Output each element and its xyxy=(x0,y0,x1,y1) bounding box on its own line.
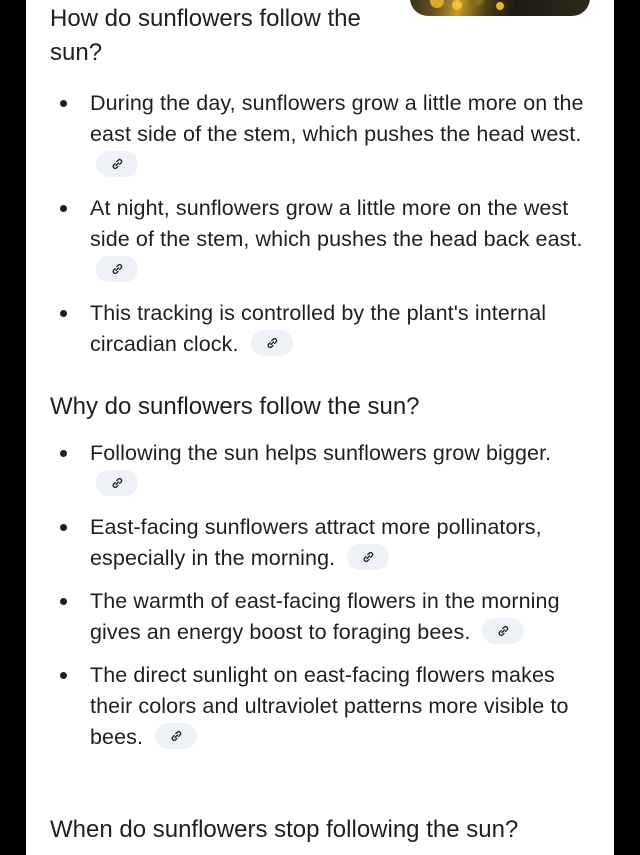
source-link-button[interactable] xyxy=(251,330,293,356)
link-icon xyxy=(110,157,124,171)
link-icon xyxy=(169,729,183,743)
bullet-dot xyxy=(60,205,67,212)
section-heading-when: When do sunflowers stop following the sun? xyxy=(50,816,519,843)
section-heading-how-line1: How do sunflowers follow the xyxy=(50,5,361,32)
link-icon xyxy=(265,336,279,350)
list-item xyxy=(26,586,614,648)
bullet-text: This tracking is controlled by the plant's internal circadian clock. xyxy=(90,301,547,356)
section-heading-why: Why do sunflowers follow the sun? xyxy=(50,393,420,420)
bullet-dot xyxy=(60,524,67,531)
bullet-text: East-facing sunflowers attract more pollinators, especially in the morning. xyxy=(90,515,542,570)
bullet-dot xyxy=(60,450,67,457)
list-item xyxy=(26,512,614,574)
source-link-button[interactable] xyxy=(96,256,138,282)
bullet-text: The warmth of east-facing flowers in the morning gives an energy boost to foraging bees. xyxy=(90,589,560,644)
bullet-list-how xyxy=(26,88,614,360)
bullet-text: The direct sunlight on east-facing flowers makes their colors and ultraviolet patterns more visible to bees. xyxy=(90,663,569,749)
source-link-button[interactable] xyxy=(347,544,389,570)
section-heading-how xyxy=(50,2,361,70)
link-icon xyxy=(110,262,124,276)
bullet-dot xyxy=(60,310,67,317)
list-item xyxy=(26,660,614,753)
link-icon xyxy=(110,476,124,490)
list-item xyxy=(26,88,614,181)
source-link-button[interactable] xyxy=(96,151,138,177)
bullet-dot xyxy=(60,672,67,679)
list-item xyxy=(26,193,614,286)
source-link-button[interactable] xyxy=(482,618,524,644)
source-link-button[interactable] xyxy=(155,723,197,749)
sunflower-thumbnail-image[interactable] xyxy=(410,0,590,16)
bullet-text: Following the sun helps sunflowers grow bigger. xyxy=(90,441,552,465)
bullet-text: During the day, sunflowers grow a little more on the east side of the stem, which pushes the head west. xyxy=(90,91,584,146)
link-icon xyxy=(496,624,510,638)
list-item xyxy=(26,298,614,360)
bullet-dot xyxy=(60,100,67,107)
list-item xyxy=(26,438,614,500)
section-heading-how-line2: sun? xyxy=(50,39,103,66)
ai-overview-panel xyxy=(26,0,614,855)
source-link-button[interactable] xyxy=(96,470,138,496)
bullet-list-why xyxy=(26,438,614,753)
bullet-dot xyxy=(60,598,67,605)
bullet-text: At night, sunflowers grow a little more on the west side of the stem, which pushes the head back east. xyxy=(90,196,583,251)
link-icon xyxy=(361,550,375,564)
